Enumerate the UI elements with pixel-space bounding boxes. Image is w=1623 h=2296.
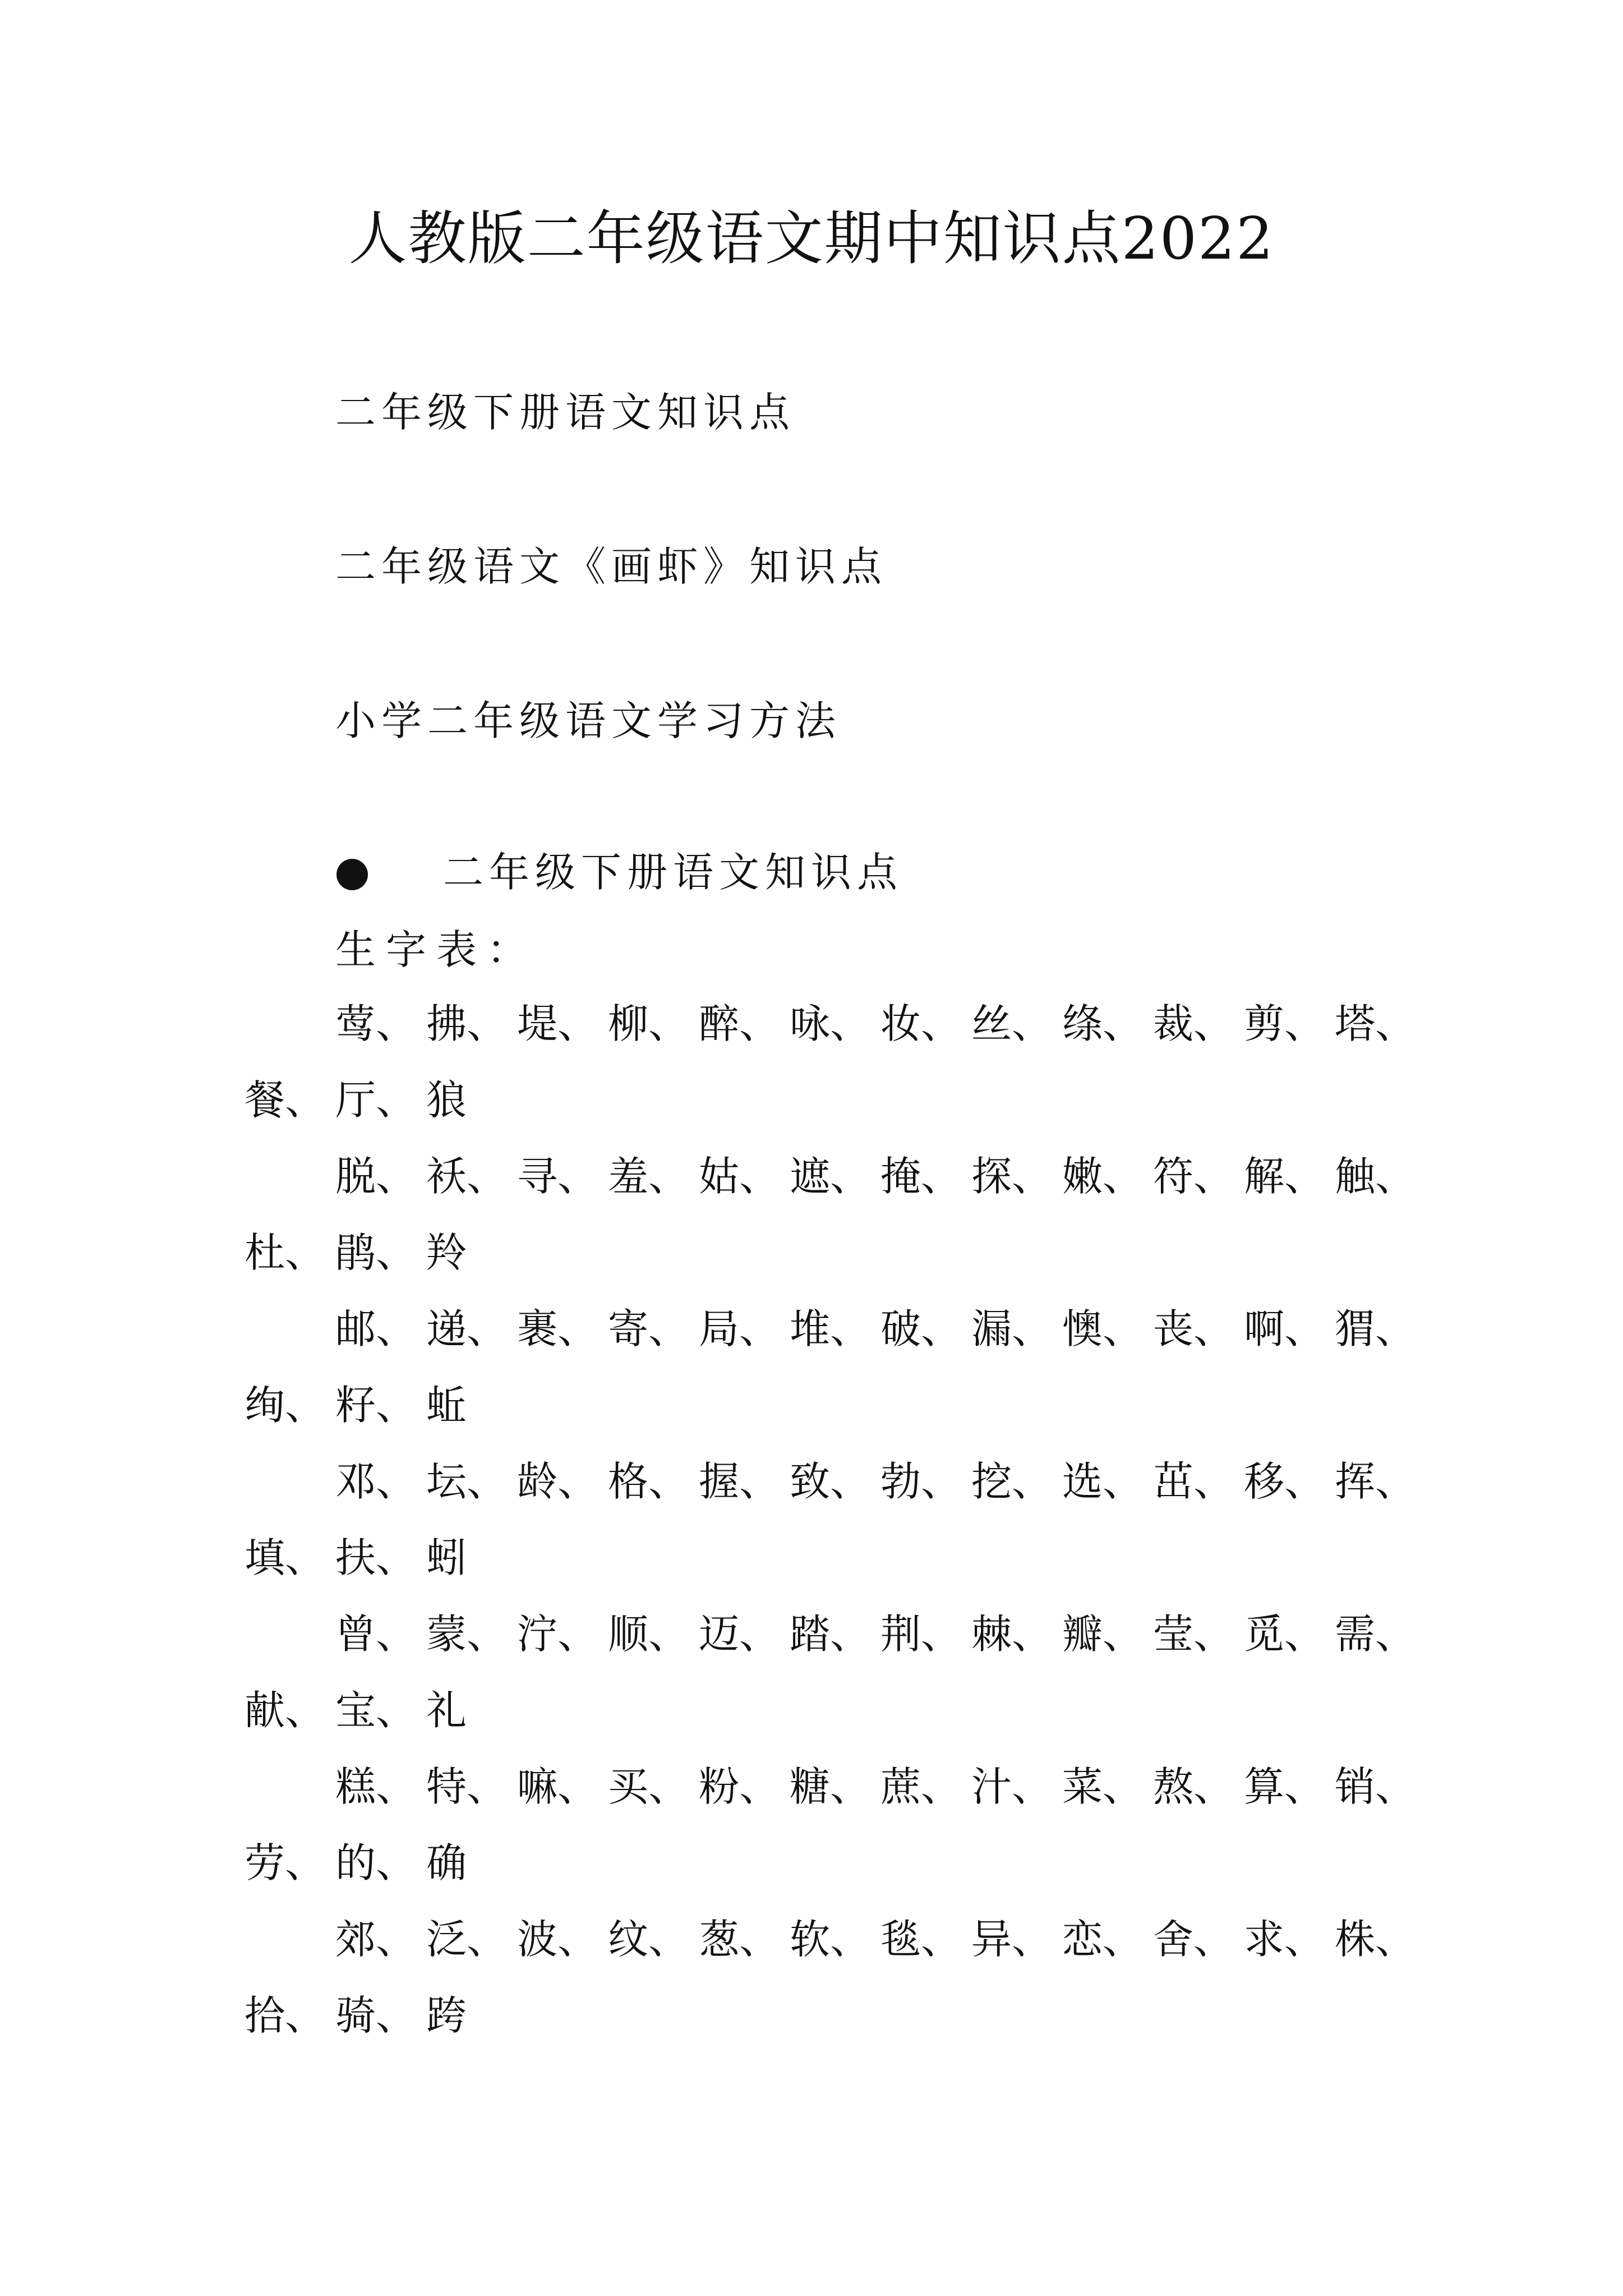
character-item: 龄、 <box>517 1458 598 1505</box>
section-heading-text: 二年级下册语文知识点 <box>443 849 903 896</box>
character-item: 羚 <box>426 1229 467 1276</box>
character-item: 莺、 <box>335 1000 417 1047</box>
character-line <box>335 996 1422 1072</box>
character-item: 勃、 <box>880 1458 962 1505</box>
character-item: 纹、 <box>608 1916 689 1963</box>
character-item: 厅、 <box>335 1076 417 1124</box>
character-item: 特、 <box>426 1763 508 1810</box>
character-item: 醉、 <box>699 1000 780 1047</box>
character-item: 泛、 <box>426 1916 508 1963</box>
character-item: 绚、 <box>245 1382 326 1429</box>
character-item: 格、 <box>608 1458 689 1505</box>
character-item: 蚯 <box>426 1382 467 1429</box>
character-item: 破、 <box>880 1305 962 1352</box>
character-item: 汁、 <box>971 1763 1053 1810</box>
character-line <box>245 1987 1422 2064</box>
character-group <box>245 996 1422 1148</box>
character-item: 握、 <box>699 1458 780 1505</box>
character-item: 挖、 <box>971 1458 1053 1505</box>
character-line <box>335 1606 1422 1682</box>
character-item: 株、 <box>1335 1916 1416 1963</box>
character-table-label: 生字表： <box>335 926 538 973</box>
character-item: 劳、 <box>245 1839 326 1887</box>
character-item: 裹、 <box>517 1305 598 1352</box>
character-item: 销、 <box>1335 1763 1416 1810</box>
character-item: 嘛、 <box>517 1763 598 1810</box>
character-item: 扶、 <box>335 1534 417 1581</box>
character-line <box>245 1072 1422 1148</box>
character-item: 郊、 <box>335 1916 417 1963</box>
character-item: 选、 <box>1062 1458 1144 1505</box>
character-line <box>335 1911 1422 1987</box>
character-item: 咏、 <box>790 1000 871 1047</box>
character-item: 迈、 <box>699 1611 780 1658</box>
document-title: 人教版二年级语文期中知识点2022 <box>348 204 1275 273</box>
character-item: 舍、 <box>1153 1916 1234 1963</box>
character-item: 泞、 <box>517 1611 598 1658</box>
character-item: 波、 <box>517 1916 598 1963</box>
character-item: 脱、 <box>335 1153 417 1200</box>
character-item: 掩、 <box>880 1153 962 1200</box>
character-item: 袄、 <box>426 1153 508 1200</box>
character-item: 恋、 <box>1062 1916 1144 1963</box>
character-item: 拂、 <box>426 1000 508 1047</box>
character-item: 粉、 <box>699 1763 780 1810</box>
character-item: 莹、 <box>1153 1611 1234 1658</box>
character-group <box>245 1759 1422 1911</box>
character-item: 蔗、 <box>880 1763 962 1810</box>
character-item: 递、 <box>426 1305 508 1352</box>
character-item: 葱、 <box>699 1916 780 1963</box>
character-item: 遮、 <box>790 1153 871 1200</box>
bullet-icon <box>336 859 368 890</box>
character-item: 致、 <box>790 1458 871 1505</box>
character-item: 猬、 <box>1335 1305 1416 1352</box>
character-item: 漏、 <box>971 1305 1053 1352</box>
character-line <box>335 1759 1422 1835</box>
character-line <box>335 1301 1422 1377</box>
character-line <box>245 1225 1422 1301</box>
character-item: 探、 <box>971 1153 1053 1200</box>
character-item: 移、 <box>1244 1458 1325 1505</box>
character-item: 糕、 <box>335 1763 417 1810</box>
character-item: 求、 <box>1244 1916 1325 1963</box>
character-item: 菜、 <box>1062 1763 1144 1810</box>
character-item: 邓、 <box>335 1458 417 1505</box>
character-item: 宝、 <box>335 1687 417 1734</box>
character-item: 堤、 <box>517 1000 598 1047</box>
character-item: 嫩、 <box>1062 1153 1144 1200</box>
character-item: 毯、 <box>880 1916 962 1963</box>
character-item: 拾、 <box>245 1992 326 2039</box>
character-item: 曾、 <box>335 1611 417 1658</box>
character-line <box>245 1377 1422 1453</box>
character-item: 邮、 <box>335 1305 417 1352</box>
character-item: 柳、 <box>608 1000 689 1047</box>
character-item: 确 <box>426 1839 467 1887</box>
character-item: 绦、 <box>1062 1000 1144 1047</box>
character-item: 熬、 <box>1153 1763 1234 1810</box>
character-item: 荆、 <box>880 1611 962 1658</box>
character-item: 懊、 <box>1062 1305 1144 1352</box>
character-item: 羞、 <box>608 1153 689 1200</box>
character-item: 鹃、 <box>335 1229 417 1276</box>
character-item: 寻、 <box>517 1153 598 1200</box>
character-item: 棘、 <box>971 1611 1053 1658</box>
character-item: 软、 <box>790 1916 871 1963</box>
character-item: 局、 <box>699 1305 780 1352</box>
character-item: 填、 <box>245 1534 326 1581</box>
character-item: 蒙、 <box>426 1611 508 1658</box>
character-group <box>245 1301 1422 1453</box>
character-item: 塔、 <box>1335 1000 1416 1047</box>
character-item: 献、 <box>245 1687 326 1734</box>
character-item: 狼 <box>426 1076 467 1124</box>
toc-item-1: 二年级下册语文知识点 <box>335 389 796 436</box>
character-item: 坛、 <box>426 1458 508 1505</box>
character-item: 顺、 <box>608 1611 689 1658</box>
character-group <box>245 1911 1422 2064</box>
character-item: 堆、 <box>790 1305 871 1352</box>
character-item: 糖、 <box>790 1763 871 1810</box>
character-item: 踏、 <box>790 1611 871 1658</box>
character-item: 杜、 <box>245 1229 326 1276</box>
character-line <box>335 1453 1422 1530</box>
character-line <box>245 1682 1422 1759</box>
character-item: 寄、 <box>608 1305 689 1352</box>
character-item: 裁、 <box>1153 1000 1234 1047</box>
character-item: 蚓 <box>426 1534 467 1581</box>
character-item: 骑、 <box>335 1992 417 2039</box>
character-line <box>335 1148 1422 1225</box>
character-item: 啊、 <box>1244 1305 1325 1352</box>
toc-item-3: 小学二年级语文学习方法 <box>335 697 842 744</box>
character-item: 茁、 <box>1153 1458 1234 1505</box>
character-item: 妆、 <box>880 1000 962 1047</box>
character-group <box>245 1606 1422 1759</box>
character-group <box>245 1148 1422 1301</box>
toc-item-2: 二年级语文《画虾》知识点 <box>335 543 888 590</box>
character-item: 符、 <box>1153 1153 1234 1200</box>
character-line <box>245 1835 1422 1911</box>
character-item: 餐、 <box>245 1076 326 1124</box>
character-item: 买、 <box>608 1763 689 1810</box>
character-item: 异、 <box>971 1916 1053 1963</box>
character-item: 跨 <box>426 1992 467 2039</box>
character-item: 姑、 <box>699 1153 780 1200</box>
character-item: 触、 <box>1335 1153 1416 1200</box>
character-item: 籽、 <box>335 1382 417 1429</box>
character-item: 算、 <box>1244 1763 1325 1810</box>
character-line <box>245 1530 1422 1606</box>
character-group <box>245 1453 1422 1606</box>
character-item: 觅、 <box>1244 1611 1325 1658</box>
character-item: 瓣、 <box>1062 1611 1144 1658</box>
character-item: 剪、 <box>1244 1000 1325 1047</box>
character-item: 挥、 <box>1335 1458 1416 1505</box>
character-item: 的、 <box>335 1839 417 1887</box>
character-item: 丧、 <box>1153 1305 1234 1352</box>
character-item: 解、 <box>1244 1153 1325 1200</box>
character-item: 需、 <box>1335 1611 1416 1658</box>
character-item: 礼 <box>426 1687 467 1734</box>
character-item: 丝、 <box>971 1000 1053 1047</box>
